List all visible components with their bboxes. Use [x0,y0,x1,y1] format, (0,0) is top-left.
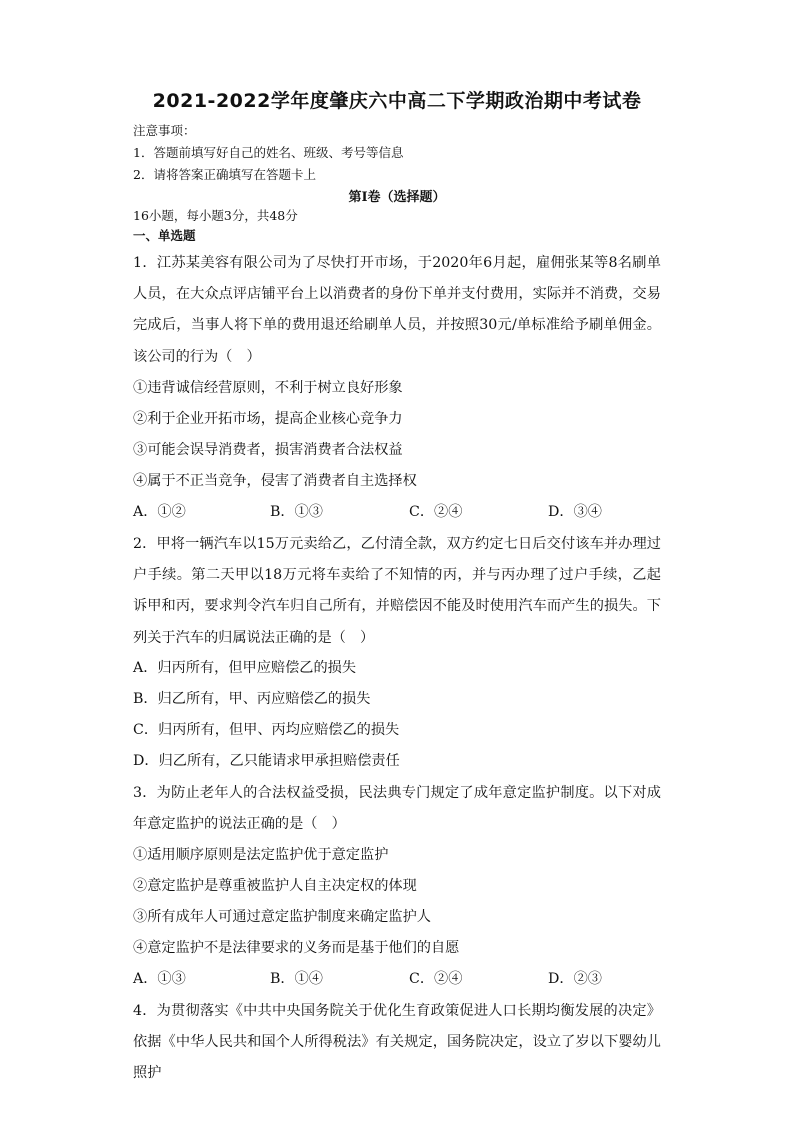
choice-d[interactable]: D．③④ [548,504,602,520]
question-1-statement: ②利于企业开拓市场，提高企业核心竞争力 [133,411,403,427]
question-2-option-d[interactable]: D．归乙所有，乙只能请求甲承担赔偿责任 [133,753,400,769]
section-title: 第I卷（选择题） [348,190,446,205]
section-summary: 16小题，每小题3分，共48分 [133,208,298,223]
question-1-statement: ①违背诚信经营原则，不利于树立良好形象 [133,380,403,396]
question-3-statement: ②意定监护是尊重被监护人自主决定权的体现 [133,878,417,894]
question-4-stem: 4．为贯彻落实《中共中央国务院关于优化生育政策促进人口长期均衡发展的决定》依据《中华人民共和国个人所得税法》有关规定，国务院决定，设立了岁以下婴幼儿照护 [133,1003,661,1082]
question-type-heading: 一、单选题 [133,228,196,243]
question-3-statement: ④意定监护不是法律要求的义务而是基于他们的自愿 [133,940,460,956]
question-2-option-a[interactable]: A．归丙所有，但甲应赔偿乙的损失 [133,660,357,676]
choice-b[interactable]: B．①④ [270,971,323,987]
question-2-stem: 2．甲将一辆汽车以15万元卖给乙，乙付清全款，双方约定七日后交付该车并办理过户手续。第二天甲以18万元将车卖给了不知情的丙，并与丙办理了过户手续，乙起诉甲和丙，要求判令汽车归自己所有，并赔偿因不能及时使用汽车而产生的损失。下列关于汽车的归属说法正确的是（ ） [133,536,661,646]
question-2-option-c[interactable]: C．归丙所有，但甲、丙均应赔偿乙的损失 [133,722,400,738]
choice-d[interactable]: D．②③ [548,971,602,987]
question-1-stem: 1．江苏某美容有限公司为了尽快打开市场，于2020年6月起，雇佣张某等8名刷单人员，在大众点评店铺平台上以消费者的身份下单并支付费用，实际并不消费，交易完成后，当事人将下单的费用退还给刷单人员，并按照30元/单标准给予刷单佣金。该公司的行为（ ） [133,255,661,365]
notice-item: 2．请将答案正确填写在答题卡上 [133,167,316,182]
choice-c[interactable]: C．②④ [409,504,463,520]
question-3-statement: ①适用顺序原则是法定监护优于意定监护 [133,847,389,863]
choice-a[interactable]: A．①② [133,504,186,520]
notice-heading: 注意事项： [133,123,196,138]
choice-c[interactable]: C．②④ [409,971,463,987]
notice-item: 1．答题前填写好自己的姓名、班级、考号等信息 [133,145,404,160]
choice-a[interactable]: A．①③ [133,971,186,987]
question-2-option-b[interactable]: B．归乙所有，甲、丙应赔偿乙的损失 [133,691,371,707]
question-1-statement: ③可能会误导消费者，损害消费者合法权益 [133,442,403,458]
question-3-statement: ③所有成年人可通过意定监护制度来确定监护人 [133,909,431,925]
choice-b[interactable]: B．①③ [270,504,323,520]
question-1-statement: ④属于不正当竞争，侵害了消费者自主选择权 [133,473,417,489]
question-3-stem: 3．为防止老年人的合法权益受损，民法典专门规定了成年意定监护制度。以下对成年意定监护的说法正确的是（ ） [133,785,661,833]
exam-title: 2021-2022学年度肇庆六中高二下学期政治期中考试卷 [152,90,642,112]
